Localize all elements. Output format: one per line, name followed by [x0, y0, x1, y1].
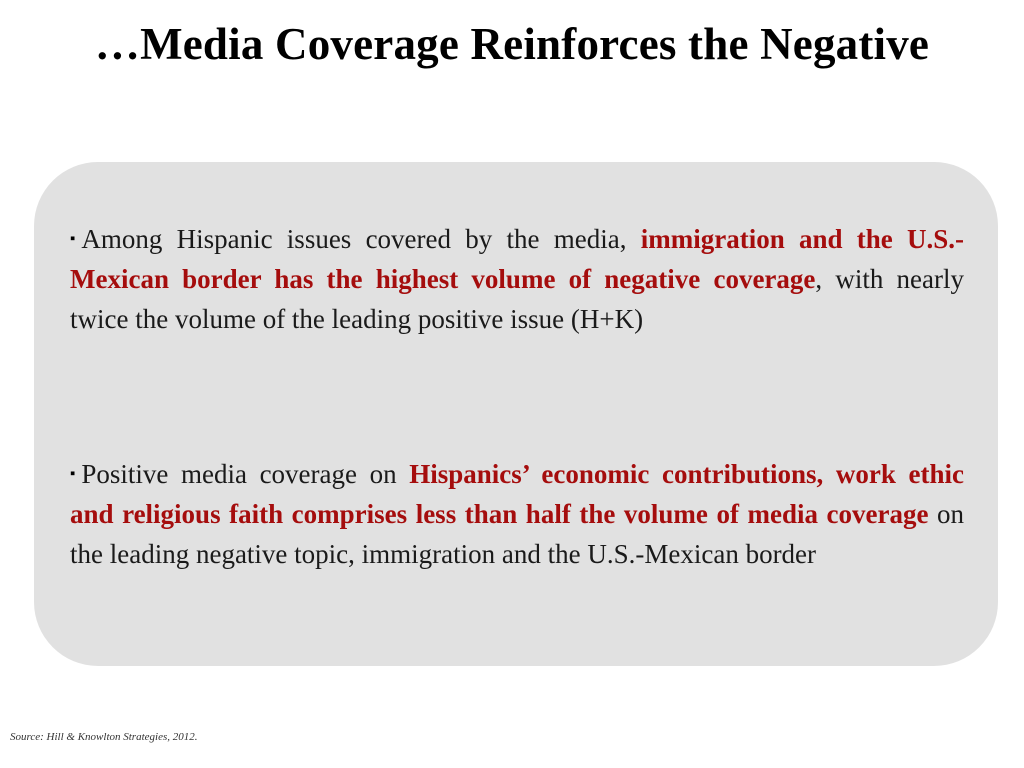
bullet-item-2	[70, 454, 964, 574]
bullet-2-emphasis-text: Hispanics’ economic contributions, work ethic and religious faith comprises less than half the volume of media coverage	[70, 459, 964, 529]
bullet-1-tail-text: , with nearly twice the volume of the leading positive issue (H+K)	[70, 264, 964, 334]
bullet-item-1	[70, 219, 964, 339]
bullet-square-icon: ▪	[70, 231, 76, 247]
bullet-1-lead-text: Among Hispanic issues covered by the media,	[81, 224, 641, 254]
bullet-2-tail-text: on the leading negative topic, immigration and the U.S.-Mexican border	[70, 499, 964, 569]
bullet-square-icon: ▪	[70, 466, 76, 482]
bullet-1-emphasis-text: immigration and the U.S.-Mexican border has the highest volume of negative coverage	[70, 224, 964, 294]
slide-title: …Media Coverage Reinforces the Negative	[94, 19, 930, 69]
bullet-2-lead-text: Positive media coverage on	[81, 459, 410, 489]
source-citation: Source: Hill & Knowlton Strategies, 2012.	[10, 731, 198, 743]
